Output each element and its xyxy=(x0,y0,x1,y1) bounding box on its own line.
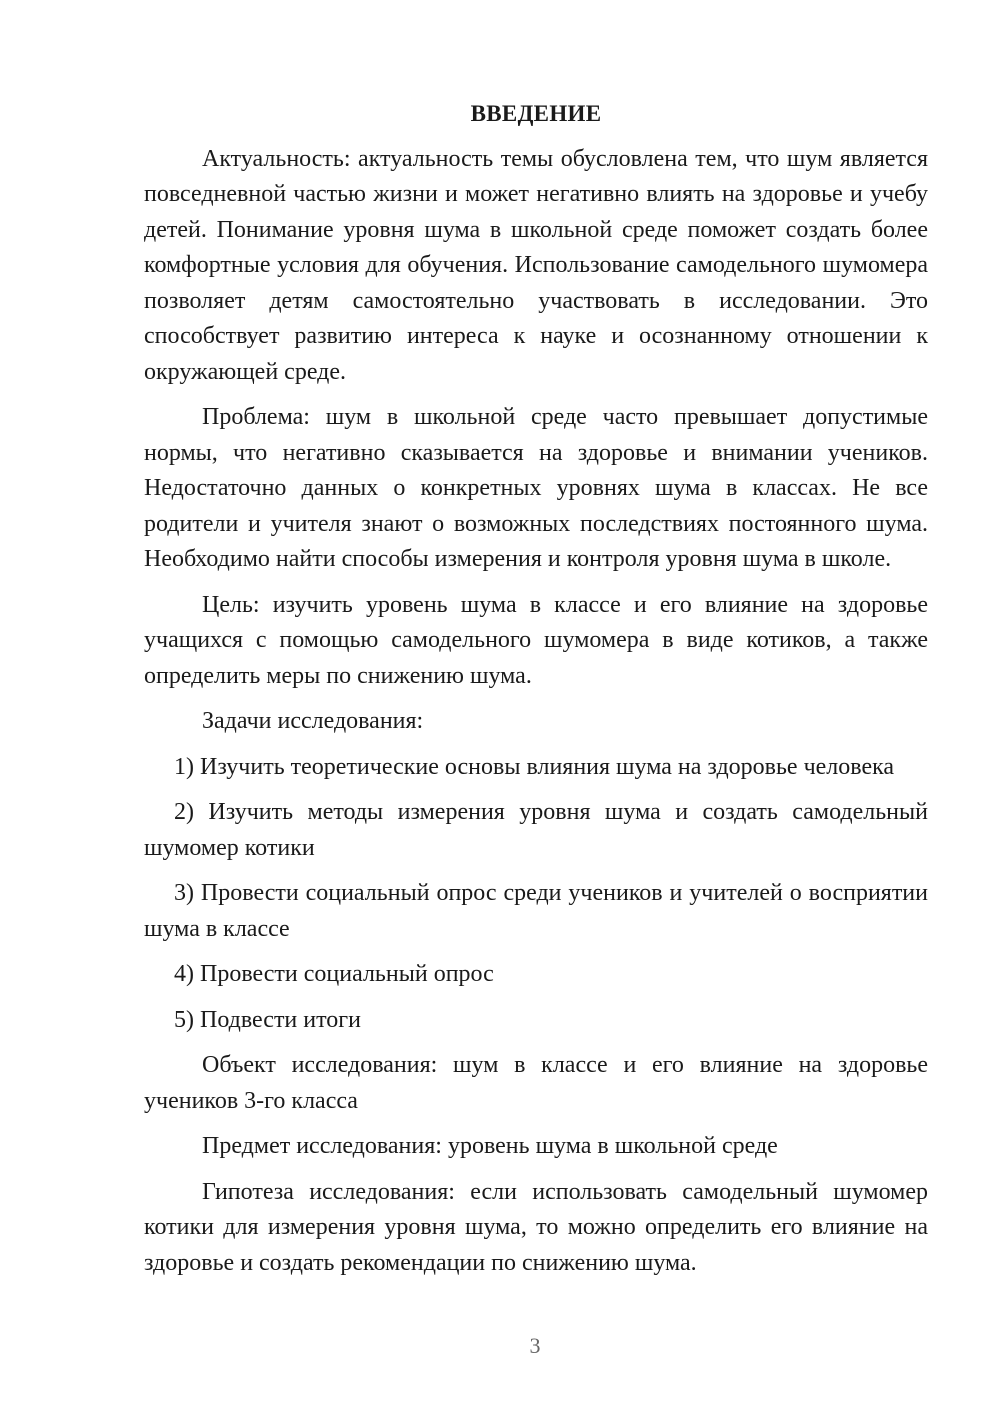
page-title: ВВЕДЕНИЕ xyxy=(470,101,602,126)
relevance-paragraph: Актуальность: актуальность темы обусловлена тем, что шум является повседневной частью жизни и может негативно влиять на здоровье и учебу детей. Понимание уровня шума в школьной среде поможет создать более комфортные условия для обучения. Использование самодельного шумомера позволяет детям самостоятельно участвовать в исследовании. Это способствует развитию интереса к науке и осознанному отношении к окружающей среде. xyxy=(144,145,928,385)
problem-paragraph: Проблема: шум в школьной среде часто превышает допустимые нормы, что негативно сказывается на здоровье и внимании учеников. Недостаточно данных о конкретных уровнях шума в классах. Не все родители и учителя знают о возможных последствиях постоянного шума. Необходимо найти способы измерения и контроля уровня шума в школе. xyxy=(144,404,928,572)
task-item: 2) Изучить методы измерения уровня шума и создать самодельный шумомер котики xyxy=(144,799,928,861)
subject-paragraph: Предмет исследования: уровень шума в школьной среде xyxy=(202,1133,778,1159)
page-number: 3 xyxy=(529,1333,541,1358)
task-item: 5) Подвести итоги xyxy=(174,1006,361,1033)
hypothesis-paragraph: Гипотеза исследования: если использовать самодельный шумомер котики для измерения уровня шума, то можно определить его влияние на здоровье и создать рекомендации по снижению шума. xyxy=(144,1178,928,1276)
task-item: 4) Провести социальный опрос xyxy=(174,961,494,987)
page-body xyxy=(144,96,928,1291)
tasks-heading: Задачи исследования: xyxy=(202,708,424,734)
object-paragraph: Объект исследования: шум в классе и его влияние на здоровье учеников 3-го класса xyxy=(144,1052,928,1114)
task-item: 1) Изучить теоретические основы влияния шума на здоровье человека xyxy=(174,753,895,780)
goal-paragraph: Цель: изучить уровень шума в классе и его влияние на здоровье учащихся с помощью самодельного шумомера в виде котиков, а также определить меры по снижению шума. xyxy=(144,591,928,689)
task-item: 3) Провести социальный опрос среди учеников и учителей о восприятии шума в классе xyxy=(144,880,928,942)
